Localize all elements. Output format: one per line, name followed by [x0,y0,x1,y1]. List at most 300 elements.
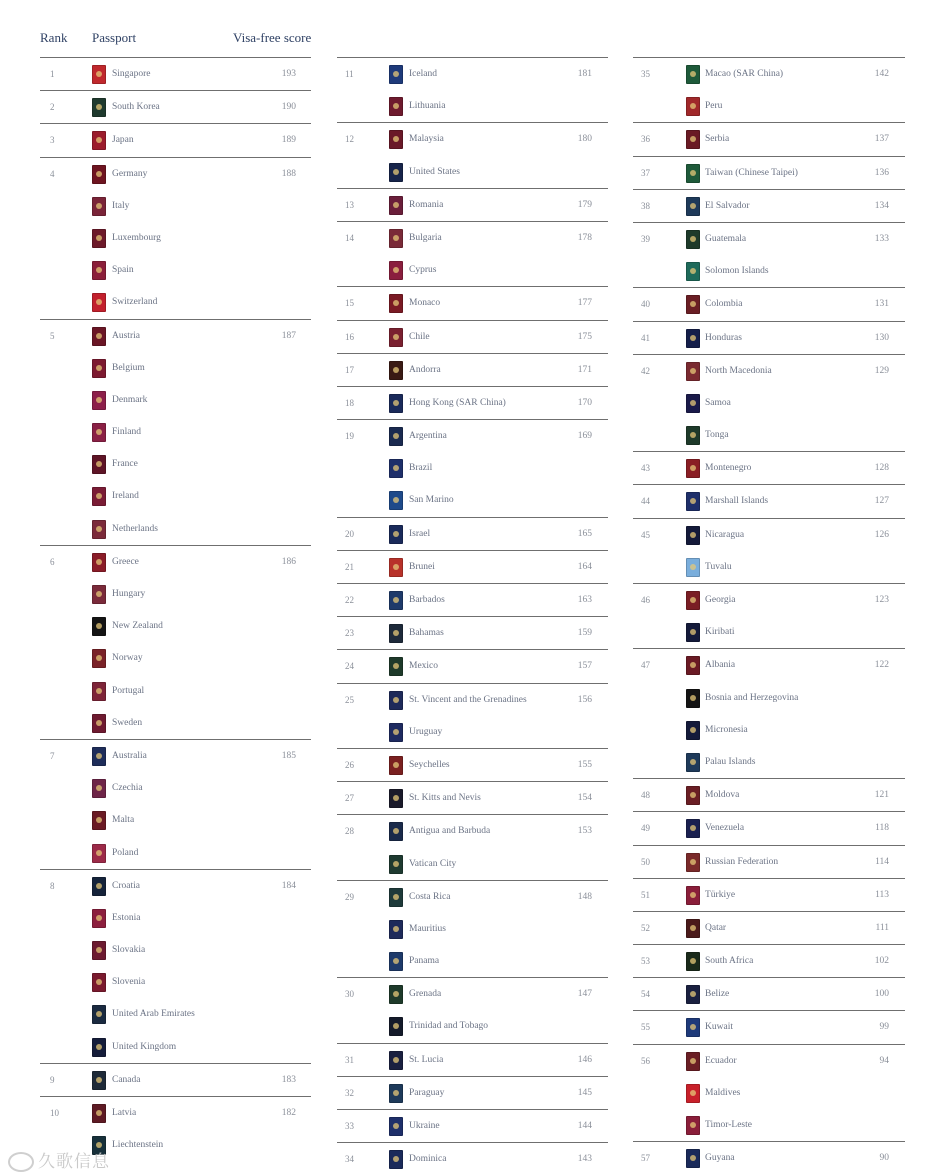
country-name: Solomon Islands [705,266,769,277]
passport-row [633,452,905,484]
passport-cover-icon [389,1117,403,1136]
passport-cover-icon [92,844,106,863]
passport-cover-icon [389,624,403,643]
emblem-icon [393,1090,399,1096]
emblem-icon [96,1011,102,1017]
passport-row [337,287,608,319]
rank-group [40,57,311,90]
country-name: Colombia [705,299,743,310]
country-name: Bosnia and Herzegovina [705,692,799,703]
visa-free-score: 159 [577,628,592,639]
rank-group [633,222,905,287]
passport-cover-icon [92,1104,106,1123]
passport-cover-icon [92,1071,106,1090]
country-name: Romania [409,199,444,210]
visa-free-score: 145 [577,1087,592,1098]
country-name: St. Vincent and the Grenadines [409,694,527,705]
emblem-icon [96,817,102,823]
passport-row [337,749,608,781]
rank-group [633,156,905,189]
emblem-icon [96,171,102,177]
passport-row [40,286,311,318]
passport-row [40,1064,311,1096]
passport-cover-icon [686,985,700,1004]
country-name: Guatemala [705,233,747,244]
emblem-icon [690,892,696,898]
passport-cover-icon [686,591,700,610]
rank-value: 47 [641,660,650,671]
emblem-icon [96,623,102,629]
country-name: Micronesia [705,724,748,735]
passport-row [40,352,311,384]
ranking-column-3 [633,57,905,1174]
emblem-icon [96,526,102,532]
passport-row [337,420,608,452]
country-name: Mauritius [409,923,446,934]
visa-free-score: 186 [281,556,296,567]
emblem-icon [393,926,399,932]
emblem-icon [96,785,102,791]
rank-value: 49 [641,823,650,834]
passport-row [40,448,311,480]
country-name: Mexico [409,661,439,672]
ranking-column-2 [337,57,608,1175]
rank-value: 10 [50,1108,59,1118]
passport-cover-icon [389,558,403,577]
visa-free-score: 142 [874,69,889,79]
passport-cover-icon [389,985,403,1004]
emblem-icon [96,947,102,953]
passport-cover-icon [92,391,106,410]
country-name: Belgium [112,362,145,373]
passport-cover-icon [389,361,403,380]
rank-value: 15 [345,298,354,309]
passport-cover-icon [686,230,700,249]
passport-cover-icon [686,394,700,413]
passport-cover-icon [389,1084,403,1103]
passport-row [633,945,905,977]
country-name: Tonga [705,430,729,441]
passport-cover-icon [389,525,403,544]
country-name: Palau Islands [705,756,756,767]
passport-cover-icon [92,229,106,248]
emblem-icon [96,850,102,856]
passport-header: Passport [92,30,137,45]
passport-row [40,222,311,254]
passport-cover-icon [92,617,106,636]
emblem-icon [96,137,102,143]
passport-row [337,58,608,90]
passport-cover-icon [686,1018,700,1037]
emblem-icon [690,597,696,603]
emblem-icon [96,203,102,209]
passport-row [40,254,311,286]
passport-row [40,58,311,90]
passport-cover-icon [686,492,700,511]
country-name: Russian Federation [705,856,779,867]
rank-group [40,90,311,123]
rank-value: 32 [345,1087,354,1098]
passport-cover-icon [389,920,403,939]
emblem-icon [690,103,696,109]
country-name: Switzerland [112,297,158,308]
emblem-icon [96,591,102,597]
country-name: Vatican City [409,858,457,869]
passport-row [633,387,905,419]
rank-group [40,739,311,869]
rank-group [337,781,608,814]
passport-row [337,650,608,682]
passport-cover-icon [92,779,106,798]
rank-group [633,122,905,155]
passport-row [337,1110,608,1142]
passport-row [40,870,311,902]
passport-cover-icon [686,689,700,708]
country-name: New Zealand [112,621,163,632]
emblem-icon [393,71,399,77]
country-name: Austria [112,330,140,341]
rank-group [337,221,608,286]
visa-free-score: 164 [577,561,592,572]
passport-cover-icon [686,853,700,872]
rank-value: 16 [345,331,354,342]
passport-row [337,848,608,880]
rank-value: 22 [345,595,354,605]
passport-row [633,355,905,387]
rank-group [633,583,905,648]
passport-row [40,124,311,156]
visa-free-score: 169 [577,431,592,442]
rank-value: 17 [345,364,354,375]
country-name: Spain [112,265,134,276]
passport-row [633,1109,905,1141]
passport-row [337,484,608,516]
visa-free-score: 175 [577,331,592,342]
country-name: Portugal [112,685,145,696]
rank-value: 14 [345,232,354,243]
visa-free-score: 122 [874,660,889,671]
rank-value: 5 [50,330,55,341]
country-name: Guyana [705,1153,735,1164]
passport-cover-icon [389,459,403,478]
passport-cover-icon [92,553,106,572]
country-name: Ecuador [705,1055,737,1066]
emblem-icon [690,1058,696,1064]
passport-cover-icon [686,65,700,84]
passport-cover-icon [389,97,403,116]
watermark [8,1147,110,1172]
passport-row [633,779,905,811]
passport-row [40,1031,311,1063]
rank-group [633,911,905,944]
country-name: Macao (SAR China) [705,69,784,79]
emblem-icon [690,727,696,733]
rank-value: 55 [641,1022,650,1033]
emblem-icon [690,335,696,341]
emblem-icon [690,564,696,570]
emblem-icon [393,894,399,900]
passport-cover-icon [92,293,106,312]
country-name: Kiribati [705,627,735,638]
rank-group [337,880,608,978]
emblem-icon [393,630,399,636]
passport-row [633,551,905,583]
rank-value: 25 [345,694,354,705]
passport-row [633,978,905,1010]
emblem-icon [393,103,399,109]
emblem-icon [690,1090,696,1096]
passport-row [40,416,311,448]
rank-group [337,1043,608,1076]
visa-free-score: 121 [874,790,889,801]
passport-row [337,156,608,188]
visa-free-score: 99 [879,1022,889,1033]
emblem-icon [393,367,399,373]
country-name: Liechtenstein [112,1140,164,1151]
passport-row [633,812,905,844]
passport-cover-icon [686,919,700,938]
passport-cover-icon [389,855,403,874]
country-name: Finland [112,427,142,438]
country-name: Costa Rica [409,891,451,902]
country-name: North Macedonia [705,365,772,376]
visa-free-score: 177 [577,298,592,309]
passport-row [337,222,608,254]
visa-free-score: 188 [281,168,296,179]
country-name: Barbados [409,595,445,605]
country-name: Montenegro [705,463,752,474]
rank-group [40,1063,311,1096]
rank-group [633,287,905,320]
visa-free-score: 170 [577,397,592,408]
passport-row [633,616,905,648]
emblem-icon [690,695,696,701]
country-name: Chile [409,331,430,342]
passport-cover-icon [686,1116,700,1135]
visa-free-score: 111 [875,922,889,933]
passport-row [40,998,311,1030]
country-name: Qatar [705,922,727,933]
passport-cover-icon [686,362,700,381]
visa-free-score: 182 [281,1108,296,1118]
emblem-icon [393,861,399,867]
passport-cover-icon [92,359,106,378]
emblem-icon [393,597,399,603]
emblem-icon [96,655,102,661]
passport-row [337,1010,608,1042]
rank-group [337,1142,608,1175]
emblem-icon [393,267,399,273]
passport-cover-icon [686,656,700,675]
emblem-icon [96,720,102,726]
passport-row [40,642,311,674]
rank-value: 7 [50,750,55,761]
passport-cover-icon [92,682,106,701]
rank-group [337,616,608,649]
rank-value: 1 [50,69,55,79]
passport-row [633,123,905,155]
emblem-icon [690,759,696,765]
emblem-icon [690,498,696,504]
emblem-icon [690,71,696,77]
visa-free-score: 100 [874,989,889,1000]
rank-group [337,1076,608,1109]
emblem-icon [96,1110,102,1116]
score-header: Visa-free score [233,30,312,45]
country-name: Iceland [409,69,437,79]
visa-free-score: 190 [281,102,296,113]
emblem-icon [393,828,399,834]
rank-group [633,354,905,452]
country-name: Malta [112,815,135,826]
rank-value: 52 [641,922,650,933]
passport-cover-icon [686,295,700,314]
passport-row [633,879,905,911]
emblem-icon [690,958,696,964]
passport-row [337,354,608,386]
passport-cover-icon [389,1051,403,1070]
visa-free-score: 185 [281,750,296,761]
rank-value: 28 [345,826,354,837]
visa-free-score: 143 [577,1154,592,1165]
emblem-icon [393,202,399,208]
country-name: Albania [705,660,736,671]
visa-free-score: 179 [577,199,592,210]
passport-cover-icon [92,811,106,830]
emblem-icon [690,532,696,538]
passport-cover-icon [686,526,700,545]
passport-row [337,551,608,583]
country-name: Bahamas [409,628,444,639]
rank-group [633,1010,905,1043]
passport-row [337,617,608,649]
country-name: Tuvalu [705,561,732,572]
rank-value: 31 [345,1054,354,1065]
visa-free-score: 178 [577,232,592,243]
country-name: Grenada [409,989,442,1000]
visa-free-score: 183 [281,1074,296,1085]
country-name: Uruguay [409,726,443,737]
passport-cover-icon [92,261,106,280]
rank-value: 26 [345,759,354,770]
country-name: Maldives [705,1087,741,1098]
visa-free-score: 147 [577,989,592,1000]
emblem-icon [96,429,102,435]
rank-group [633,518,905,583]
passport-row [40,837,311,869]
emblem-icon [690,629,696,635]
rank-value: 46 [641,595,650,605]
passport-cover-icon [389,1017,403,1036]
rank-value: 40 [641,299,650,310]
emblem-icon [393,697,399,703]
passport-row [337,945,608,977]
visa-free-score: 163 [577,595,592,605]
country-name: Italy [112,200,130,211]
passport-row [40,384,311,416]
visa-free-score: 193 [281,69,296,79]
passport-row [337,518,608,550]
emblem-icon [690,465,696,471]
country-name: Dominica [409,1154,447,1165]
passport-cover-icon [389,261,403,280]
passport-row [337,321,608,353]
emblem-icon [96,333,102,339]
visa-free-score: 137 [874,134,889,145]
passport-cover-icon [389,394,403,413]
passport-row [633,519,905,551]
emblem-icon [690,1122,696,1128]
passport-row [337,584,608,616]
passport-cover-icon [686,459,700,478]
rank-value: 53 [641,956,650,967]
emblem-icon [690,991,696,997]
passport-row [337,684,608,716]
rank-group [633,189,905,222]
passport-cover-icon [686,1149,700,1168]
country-name: Bulgaria [409,232,442,243]
rank-group [40,319,311,545]
country-name: Slovakia [112,945,146,956]
passport-cover-icon [92,973,106,992]
passport-row [337,815,608,847]
emblem-icon [96,979,102,985]
rank-value: 44 [641,496,650,507]
passport-cover-icon [92,65,106,84]
passport-cover-icon [389,65,403,84]
passport-cover-icon [389,691,403,710]
emblem-icon [96,559,102,565]
country-name: Poland [112,847,139,858]
emblem-icon [690,400,696,406]
rank-value: 35 [641,69,650,79]
rank-group [337,188,608,221]
emblem-icon [96,365,102,371]
passport-cover-icon [686,130,700,149]
passport-cover-icon [389,657,403,676]
emblem-icon [393,762,399,768]
country-name: Marshall Islands [705,496,769,507]
rank-group [337,649,608,682]
country-name: Brazil [409,463,433,474]
emblem-icon [96,104,102,110]
passport-row [40,707,311,739]
rank-value: 51 [641,889,650,900]
rank-value: 8 [50,880,55,891]
visa-free-score: 181 [577,69,592,79]
country-name: Slovenia [112,977,146,988]
passport-row [337,1077,608,1109]
rank-group [633,1044,905,1142]
passport-cover-icon [389,591,403,610]
passport-row [633,157,905,189]
rank-group [633,321,905,354]
passport-cover-icon [686,721,700,740]
visa-free-score: 131 [874,299,889,310]
passport-row [337,1044,608,1076]
emblem-icon [393,1123,399,1129]
country-name: Panama [409,956,440,967]
country-name: Denmark [112,394,148,405]
rank-group [337,683,608,748]
country-name: Japan [112,135,134,146]
rank-group [633,1141,905,1174]
country-name: El Salvador [705,200,750,211]
emblem-icon [96,753,102,759]
passport-cover-icon [686,623,700,642]
rank-group [633,451,905,484]
visa-free-score: 165 [577,528,592,539]
